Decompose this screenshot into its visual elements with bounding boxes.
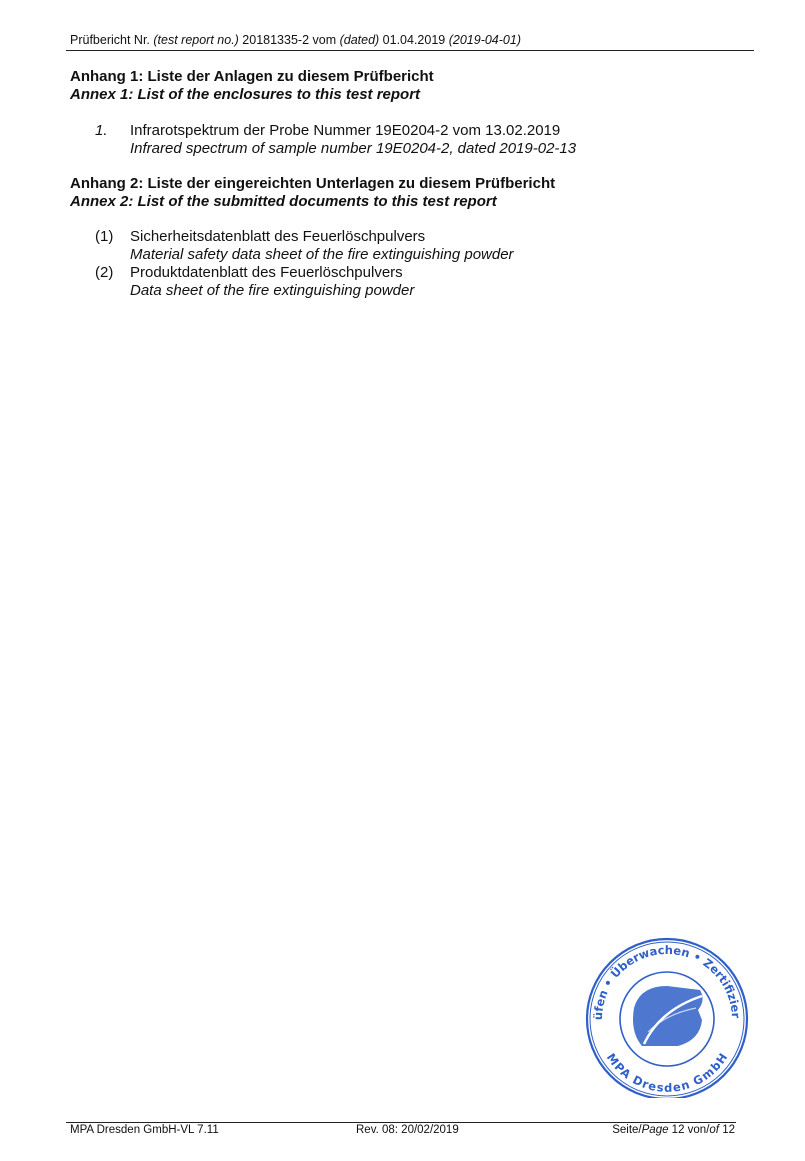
svg-text:Prüfen • Überwachen • Zertifiz: üfen • Überwachen • Zertifizieren [590, 942, 744, 1021]
annex2-item-2-en: Data sheet of the fire extinguishing powder [130, 282, 415, 299]
footer-page: Page [641, 1124, 669, 1136]
header-divider [66, 50, 754, 51]
header-prefix: Prüfbericht Nr. [70, 33, 154, 47]
header-dated: (dated) [339, 33, 380, 47]
annex2-item-2-number: (2) [95, 264, 114, 281]
annex2-title-en: Annex 2: List of the submitted documents to this test report [70, 193, 497, 210]
footer-page-current: 12 von/ [668, 1124, 710, 1136]
annex2-item-1-de: Sicherheitsdatenblatt des Feuerlöschpulvers [130, 228, 426, 245]
svg-text:MPA Dresden GmbH: MPA Dresden GmbH [603, 1050, 731, 1095]
annex1-title-de: Anhang 1: Liste der Anlagen zu diesem Prüfbericht [70, 68, 434, 85]
mpa-stamp [582, 936, 752, 1098]
footer-revision: Rev. 08: 20/02/2019 [356, 1124, 459, 1136]
annex2-title-de: Anhang 2: Liste der eingereichten Unterlagen zu diesem Prüfbericht [70, 175, 556, 192]
footer-of: of [709, 1124, 719, 1136]
footer-divider [66, 1122, 736, 1123]
footer-document-id: MPA Dresden GmbH-VL 7.11 [70, 1124, 219, 1136]
footer-seite: Seite/ [612, 1124, 642, 1136]
header-date-en: (2019-04-01) [448, 33, 521, 47]
header-number: 20181335-2 vom [238, 33, 340, 47]
annex1-item-1-number: 1. [95, 122, 108, 139]
annex1-item-1-de: Infrarotspektrum der Probe Nummer 19E0204-2 vom 13.02.2019 [130, 122, 561, 139]
annex2-item-2-de: Produktdatenblatt des Feuerlöschpulvers [130, 264, 403, 281]
footer-page-total: 12 [719, 1124, 735, 1136]
annex2-item-1-number: (1) [95, 228, 114, 245]
annex1-heading [70, 68, 434, 104]
header-test-report-no: (test report no.) [153, 33, 239, 47]
annex1-item-1-en: Infrared spectrum of sample number 19E0204-2, dated 2019-02-13 [130, 140, 577, 157]
stamp-seal-icon [582, 936, 752, 1098]
annex2-heading [70, 175, 555, 211]
report-header [70, 33, 521, 47]
footer-page-number [612, 1124, 735, 1136]
annex1-title-en: Annex 1: List of the enclosures to this test report [70, 86, 421, 103]
annex2-item-1-en: Material safety data sheet of the fire extinguishing powder [130, 246, 514, 263]
header-date: 01.04.2019 [379, 33, 449, 47]
